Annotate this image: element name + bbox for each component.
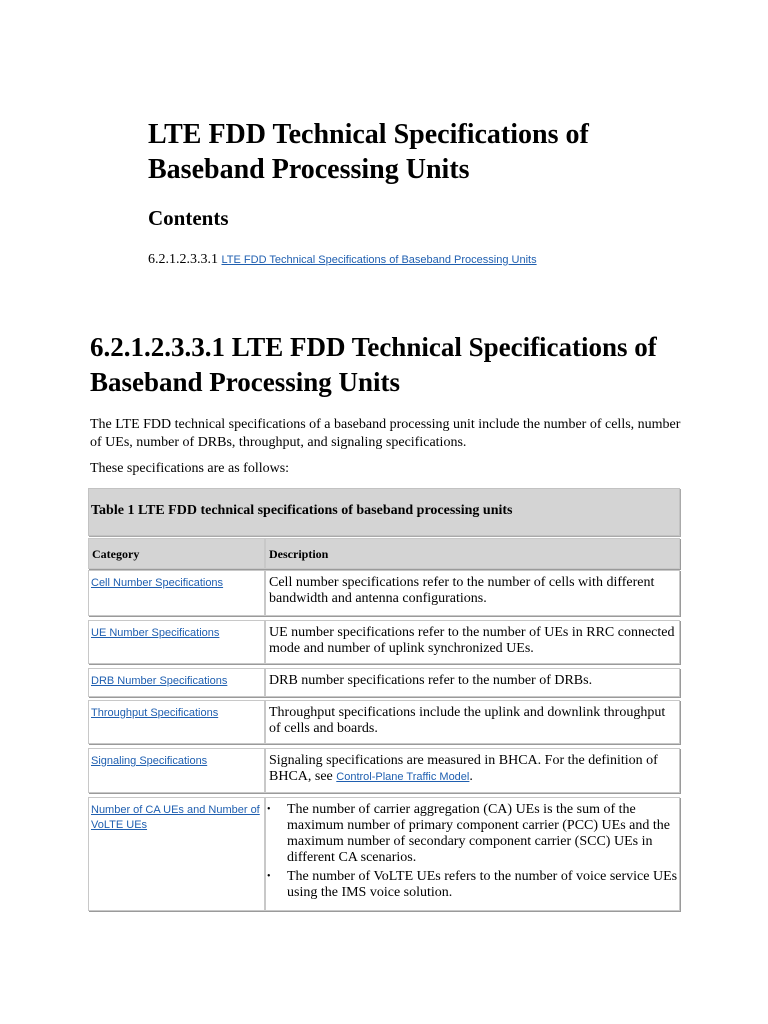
category-link-ca-volte[interactable]: Number of CA UEs and Number of VoLTE UEs [91, 804, 260, 831]
bullet-text: The number of carrier aggregation (CA) UEs is the sum of the maximum number of primary component carrier (PCC) UEs and the maximum number of secondary component carrier (SCC) UEs in different CA scenarios. [287, 802, 670, 865]
bullet-text: The number of VoLTE UEs refers to the number of voice service UEs using the IMS voice solution. [287, 869, 678, 900]
table-row [88, 700, 680, 744]
category-link-drb-number[interactable]: DRB Number Specifications [91, 675, 228, 687]
toc-number: 6.2.1.2.3.3.1 [148, 252, 218, 267]
description-text: UE number specifications refer to the number of UEs in RRC connected mode and number of uplink synchronized UEs. [269, 625, 675, 656]
table-row [88, 668, 680, 697]
category-cell [88, 748, 265, 793]
description-cell [265, 668, 680, 697]
category-link-cell-number[interactable]: Cell Number Specifications [91, 577, 224, 589]
intro-paragraph: The LTE FDD technical specifications of a baseband processing unit include the number of cells, number of UEs, number of DRBs, throughput, and signaling specifications. [90, 417, 681, 450]
category-cell [88, 797, 265, 911]
description-cell [265, 570, 680, 616]
description-text: DRB number specifications refer to the number of DRBs. [269, 673, 593, 688]
header-category-label: Category [92, 547, 140, 561]
table-row [88, 620, 680, 664]
header-description-label: Description [269, 547, 329, 561]
bullet-item [266, 869, 678, 901]
category-link-signaling[interactable]: Signaling Specifications [91, 755, 208, 767]
bullet-item [266, 802, 678, 866]
table-header-row [88, 538, 680, 569]
description-text-before-link: Signaling specifications are measured in BHCA. For the definition of BHCA, see [269, 753, 658, 784]
header-cell-category [88, 538, 265, 569]
description-cell [265, 620, 680, 664]
category-cell [88, 700, 265, 744]
document-title: LTE FDD Technical Specifications of Baseband Processing Units [148, 119, 589, 185]
category-cell [88, 668, 265, 697]
toc-link[interactable]: LTE FDD Technical Specifications of Baseband Processing Units [221, 254, 537, 266]
table-caption: Table 1 LTE FDD technical specifications of baseband processing units [91, 503, 513, 518]
category-cell [88, 570, 265, 616]
description-text [269, 753, 677, 785]
description-text-after-link: . [469, 769, 473, 784]
description-cell [265, 700, 680, 744]
intro-paragraph-2: These specifications are as follows: [90, 461, 290, 476]
category-link-throughput[interactable]: Throughput Specifications [91, 707, 219, 719]
description-text: Throughput specifications include the uplink and downlink throughput of cells and boards. [269, 705, 666, 736]
bullet-icon: • [267, 804, 271, 815]
toc-entry [148, 251, 537, 269]
header-cell-description [265, 538, 680, 569]
control-plane-traffic-model-link[interactable]: Control-Plane Traffic Model [336, 771, 470, 783]
section-title: 6.2.1.2.3.3.1 LTE FDD Technical Specifications of Baseband Processing Units [90, 332, 657, 397]
category-link-ue-number[interactable]: UE Number Specifications [91, 627, 220, 639]
bullet-list [266, 802, 678, 901]
table-caption-box [88, 488, 680, 536]
description-cell [265, 797, 680, 911]
description-cell [265, 748, 680, 793]
category-cell [88, 620, 265, 664]
bullet-icon: • [267, 871, 271, 882]
contents-heading: Contents [148, 206, 229, 230]
table-row [88, 797, 680, 911]
table-row [88, 748, 680, 793]
description-text: Cell number specifications refer to the number of cells with different bandwidth and antenna configurations. [269, 575, 655, 606]
table-row [88, 570, 680, 616]
